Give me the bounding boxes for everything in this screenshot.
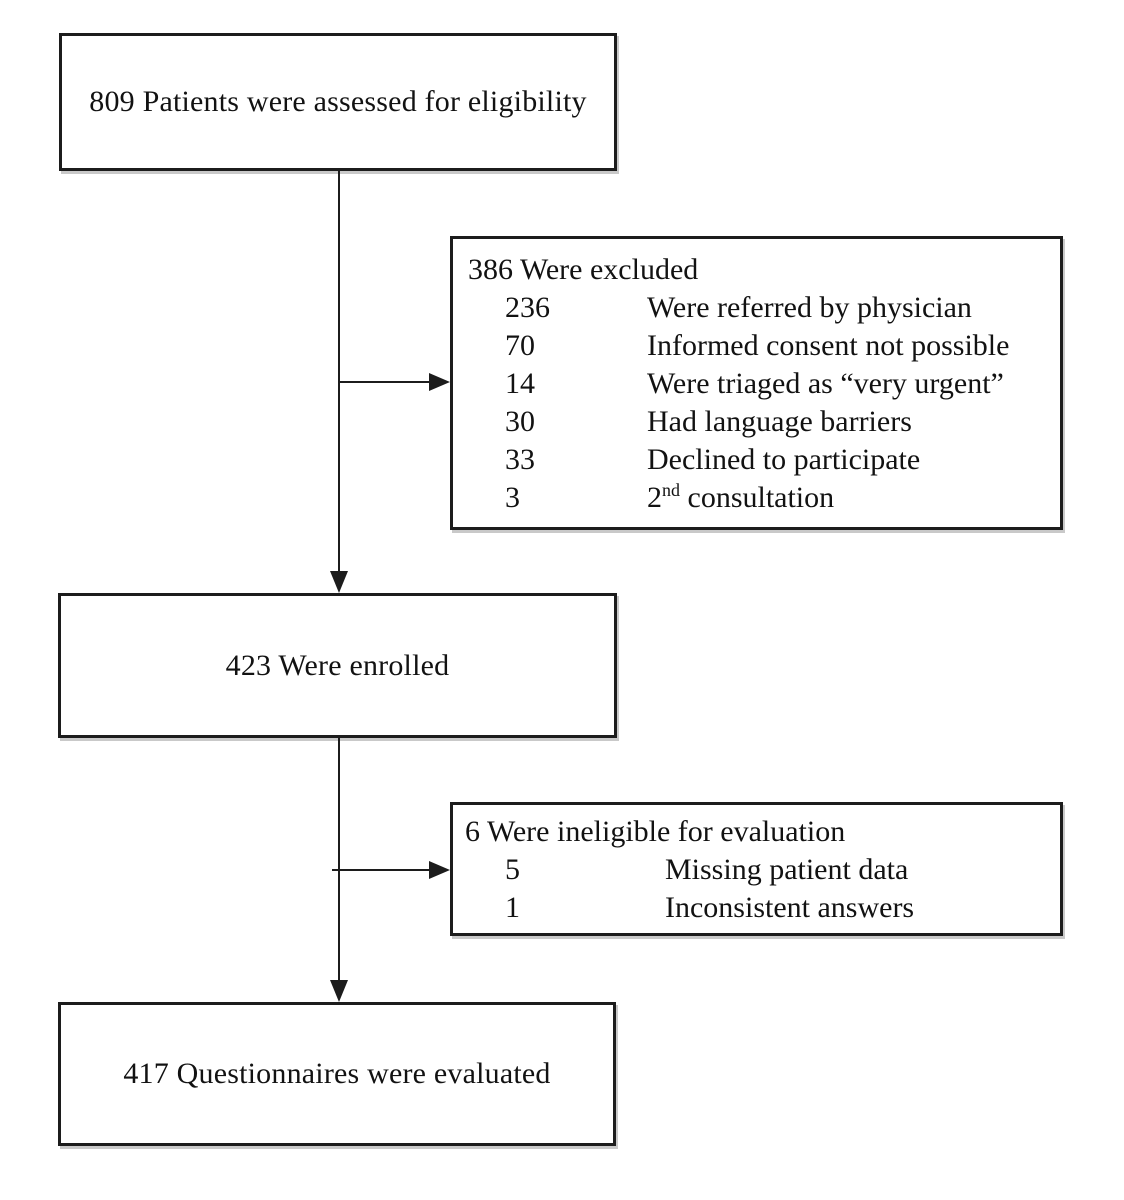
enrolled-label: 423 Were enrolled xyxy=(225,648,450,682)
exclusion-item xyxy=(453,889,1060,927)
exclusion-item-label: Informed consent not possible xyxy=(647,329,1010,362)
exclusion-item-label: Missing patient data xyxy=(665,853,909,886)
exclusion-item xyxy=(453,851,1060,889)
exclusion-item xyxy=(453,441,1060,479)
assessed-label: 809 Patients were assessed for eligibility xyxy=(89,85,587,118)
exclusion-item-count: 3 xyxy=(505,481,520,514)
ineligible-items xyxy=(453,851,1060,927)
arrowhead-down-icon xyxy=(330,571,348,593)
box-evaluated xyxy=(58,1002,616,1146)
exclusion-item-count: 1 xyxy=(505,891,520,924)
exclusion-item xyxy=(453,365,1060,403)
connector-enrolled-evaluated xyxy=(338,738,340,980)
exclusion-item-label: Declined to participate xyxy=(647,443,921,476)
exclusion-item-count: 236 xyxy=(505,291,550,324)
excluded-header: 386 Were excluded xyxy=(468,253,699,286)
ineligible-header: 6 Were ineligible for evaluation xyxy=(465,815,846,848)
exclusion-item-count: 70 xyxy=(505,329,535,362)
arrowhead-right-icon xyxy=(429,373,450,391)
excluded-items xyxy=(453,289,1060,517)
exclusion-item xyxy=(453,327,1060,365)
arrowhead-down-icon xyxy=(330,980,348,1002)
exclusion-item-count: 5 xyxy=(505,853,520,886)
evaluated-label: 417 Questionnaires were evaluated xyxy=(123,1057,551,1090)
connector-assessed-enrolled xyxy=(338,171,340,572)
exclusion-item-label: Were triaged as “very urgent” xyxy=(647,367,1004,400)
box-assessed xyxy=(59,33,617,171)
exclusion-item xyxy=(453,403,1060,441)
exclusion-item-count: 33 xyxy=(505,443,535,476)
exclusion-item-label: Had language barriers xyxy=(647,405,912,438)
exclusion-item xyxy=(453,479,1060,517)
exclusion-item-label: Inconsistent answers xyxy=(665,891,915,924)
exclusion-item-count: 30 xyxy=(505,405,535,438)
exclusion-item-count: 14 xyxy=(505,367,535,400)
box-excluded xyxy=(450,236,1063,530)
box-enrolled xyxy=(58,593,617,738)
branch-ineligible-line xyxy=(332,869,430,871)
box-ineligible xyxy=(450,802,1063,936)
arrowhead-right-icon xyxy=(429,861,450,879)
branch-excluded-line xyxy=(339,381,430,383)
exclusion-item-label: Were referred by physician xyxy=(647,291,972,324)
exclusion-item xyxy=(453,289,1060,327)
exclusion-item-label: 2nd consultation xyxy=(647,480,835,514)
